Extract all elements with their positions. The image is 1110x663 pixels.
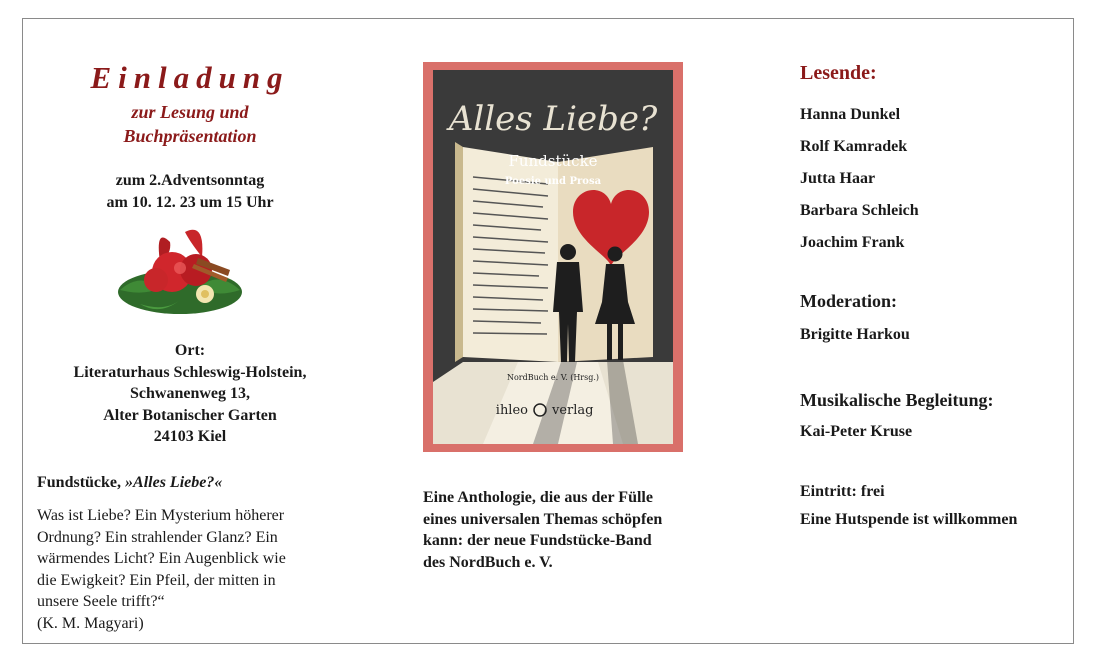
invitation-header [30,60,350,214]
donation-text: Eine Hutspende ist willkommen [800,511,1018,528]
quote-text [37,505,337,634]
program-info [800,62,1080,529]
cover-genre: Poesie und Prosa [504,176,602,187]
cover-editor: NordBuch e. V. (Hrsg.) [506,373,600,382]
moderator-name: Brigitte Harkou [800,326,910,343]
subtitle-line-2: Buchpräsentation [123,126,257,146]
venue-line-1: Literaturhaus Schleswig-Holstein, [73,363,307,381]
venue-info [30,340,350,448]
cover-title: Alles Liebe? [448,99,658,139]
description-line: Eine Anthologie, die aus der Fülle [423,489,653,506]
description-line: kann: der neue Fundstücke-Band [423,532,652,549]
reader-name: Barbara Schleich [800,202,919,219]
quote-line: die Ewigkeit? Ein Pfeil, der mitten in [37,571,276,589]
quote-author: (K. M. Magyari) [37,614,144,632]
description-line: des NordBuch e. V. [423,553,553,571]
book-description [423,487,723,573]
venue-line-3: Alter Botanischer Garten [103,406,277,424]
quote-line: Was ist Liebe? Ein Mysterium höherer [37,507,285,524]
quote-heading-title: »Alles Liebe?« [125,474,223,491]
readers-heading: Lesende: [800,62,877,84]
admission-text: Eintritt: frei [800,483,885,500]
invitation-subtitle [30,100,350,148]
subtitle-line-1: zur Lesung und [131,102,249,122]
moderation-heading: Moderation: [800,291,897,311]
venue-line-2: Schwanenweg 13, [129,385,250,402]
book-cover-image [423,62,683,452]
musician-name: Kai-Peter Kruse [800,423,913,440]
cover-publisher-left: ihleo [495,403,528,418]
cover-series: Fundstücke [508,152,598,170]
venue-line-4: 24103 Kiel [153,428,227,445]
event-date [30,170,350,214]
cover-publisher-right: verlag [552,403,594,418]
venue-label: Ort: [174,342,206,359]
reader-name: Hanna Dunkel [800,106,901,123]
quote-line: unsere Seele trifft?“ [37,593,165,610]
quote-line: Ordnung? Ein strahlender Glanz? Ein [37,528,278,546]
quote-heading [37,474,222,492]
christmas-flower-arrangement-image [110,212,250,322]
reader-name: Jutta Haar [800,170,876,187]
reader-name: Joachim Frank [800,234,905,251]
quote-line: wärmendes Licht? Ein Augenblick wie [37,550,286,567]
quote-heading-prefix: Fundstücke, [37,474,126,491]
music-heading: Musikalische Begleitung: [800,390,994,410]
description-line: eines universalen Themas schöpfen [423,510,663,528]
date-line-1: zum 2.Adventsonntag [115,172,265,189]
invitation-title: Einladung [90,60,290,95]
reader-name: Rolf Kamradek [800,138,908,155]
date-line-2: am 10. 12. 23 um 15 Uhr [106,194,274,211]
